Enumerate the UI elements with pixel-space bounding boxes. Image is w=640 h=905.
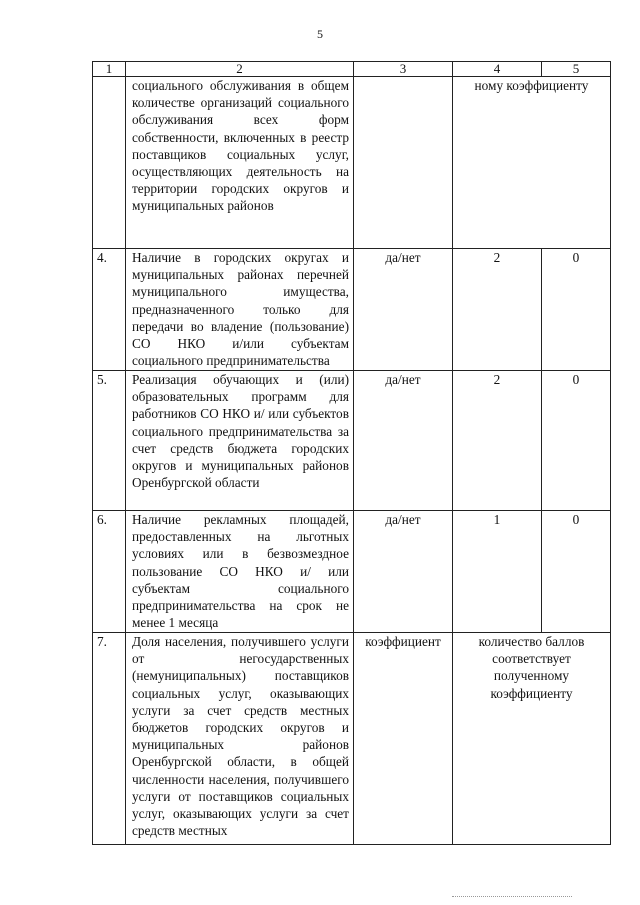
unit-cell: да/нет [354, 371, 453, 511]
header-cell: 5 [542, 62, 611, 77]
row-number-cell: 6. [93, 511, 126, 633]
page-number: 5 [317, 27, 323, 41]
description-cell: Наличие в городских округах и муниципальных районах перечней муниципального имущества, предназначенного только для передачи во владение (пользование) СО НКО и/или субъектам социального предпринимательства [126, 249, 354, 371]
description-cell: Наличие рекламных площадей, предоставленных на льготных условиях или в безвозмездное пользование СО НКО и/ или субъектам социального предпринимательства на срок не менее 1 месяца [126, 511, 354, 633]
header-cell: 3 [354, 62, 453, 77]
unit-cell [354, 77, 453, 249]
header-cell: 4 [453, 62, 542, 77]
row-number-cell: 4. [93, 249, 126, 371]
score-yes-cell: 1 [453, 511, 542, 633]
table-row [93, 77, 611, 249]
unit-cell: да/нет [354, 511, 453, 633]
table-row [93, 511, 611, 633]
score-cell: количество баллов соответствует полученному коэффициенту [453, 633, 611, 845]
score-no-cell: 0 [542, 249, 611, 371]
header-cell: 1 [93, 62, 126, 77]
description-cell: социального обслуживания в общем количестве организаций социального обслуживания всех форм собственности, включенных в реестр поставщиков социальных услуг, осуществляющих деятельность на территории городских округов и муниципальных районов [126, 77, 354, 249]
description-cell: Доля населения, получившего услуги от негосударственных (немуниципальных) поставщиков социальных услуг, оказывающих услуги за счет средств местных бюджетов городских округов и муниципальных районов Оренбургской области, в общей численности населения, получившего услуги от поставщиков социальных услуг, оказывающих услуги за счет средств местных [126, 633, 354, 845]
row-number-cell: 7. [93, 633, 126, 845]
score-yes-cell: 2 [453, 371, 542, 511]
score-no-cell: 0 [542, 371, 611, 511]
unit-cell: коэффициент [354, 633, 453, 845]
table-row [93, 633, 611, 845]
indicators-table [92, 61, 611, 845]
scan-artifact [452, 896, 572, 898]
row-number-cell: 5. [93, 371, 126, 511]
unit-cell: да/нет [354, 249, 453, 371]
description-cell: Реализация обучающих и (или) образовательных программ для работников СО НКО и/ или субъектов социального предпринимательства за счет средств бюджета городских округов и муниципальных районов Оренбургской области [126, 371, 354, 511]
header-cell: 2 [126, 62, 354, 77]
row-number-cell [93, 77, 126, 249]
score-no-cell: 0 [542, 511, 611, 633]
score-yes-cell: 2 [453, 249, 542, 371]
table-row [93, 371, 611, 511]
score-cell: ному коэффициенту [453, 77, 611, 249]
table-row [93, 249, 611, 371]
table-header-row [93, 62, 611, 77]
